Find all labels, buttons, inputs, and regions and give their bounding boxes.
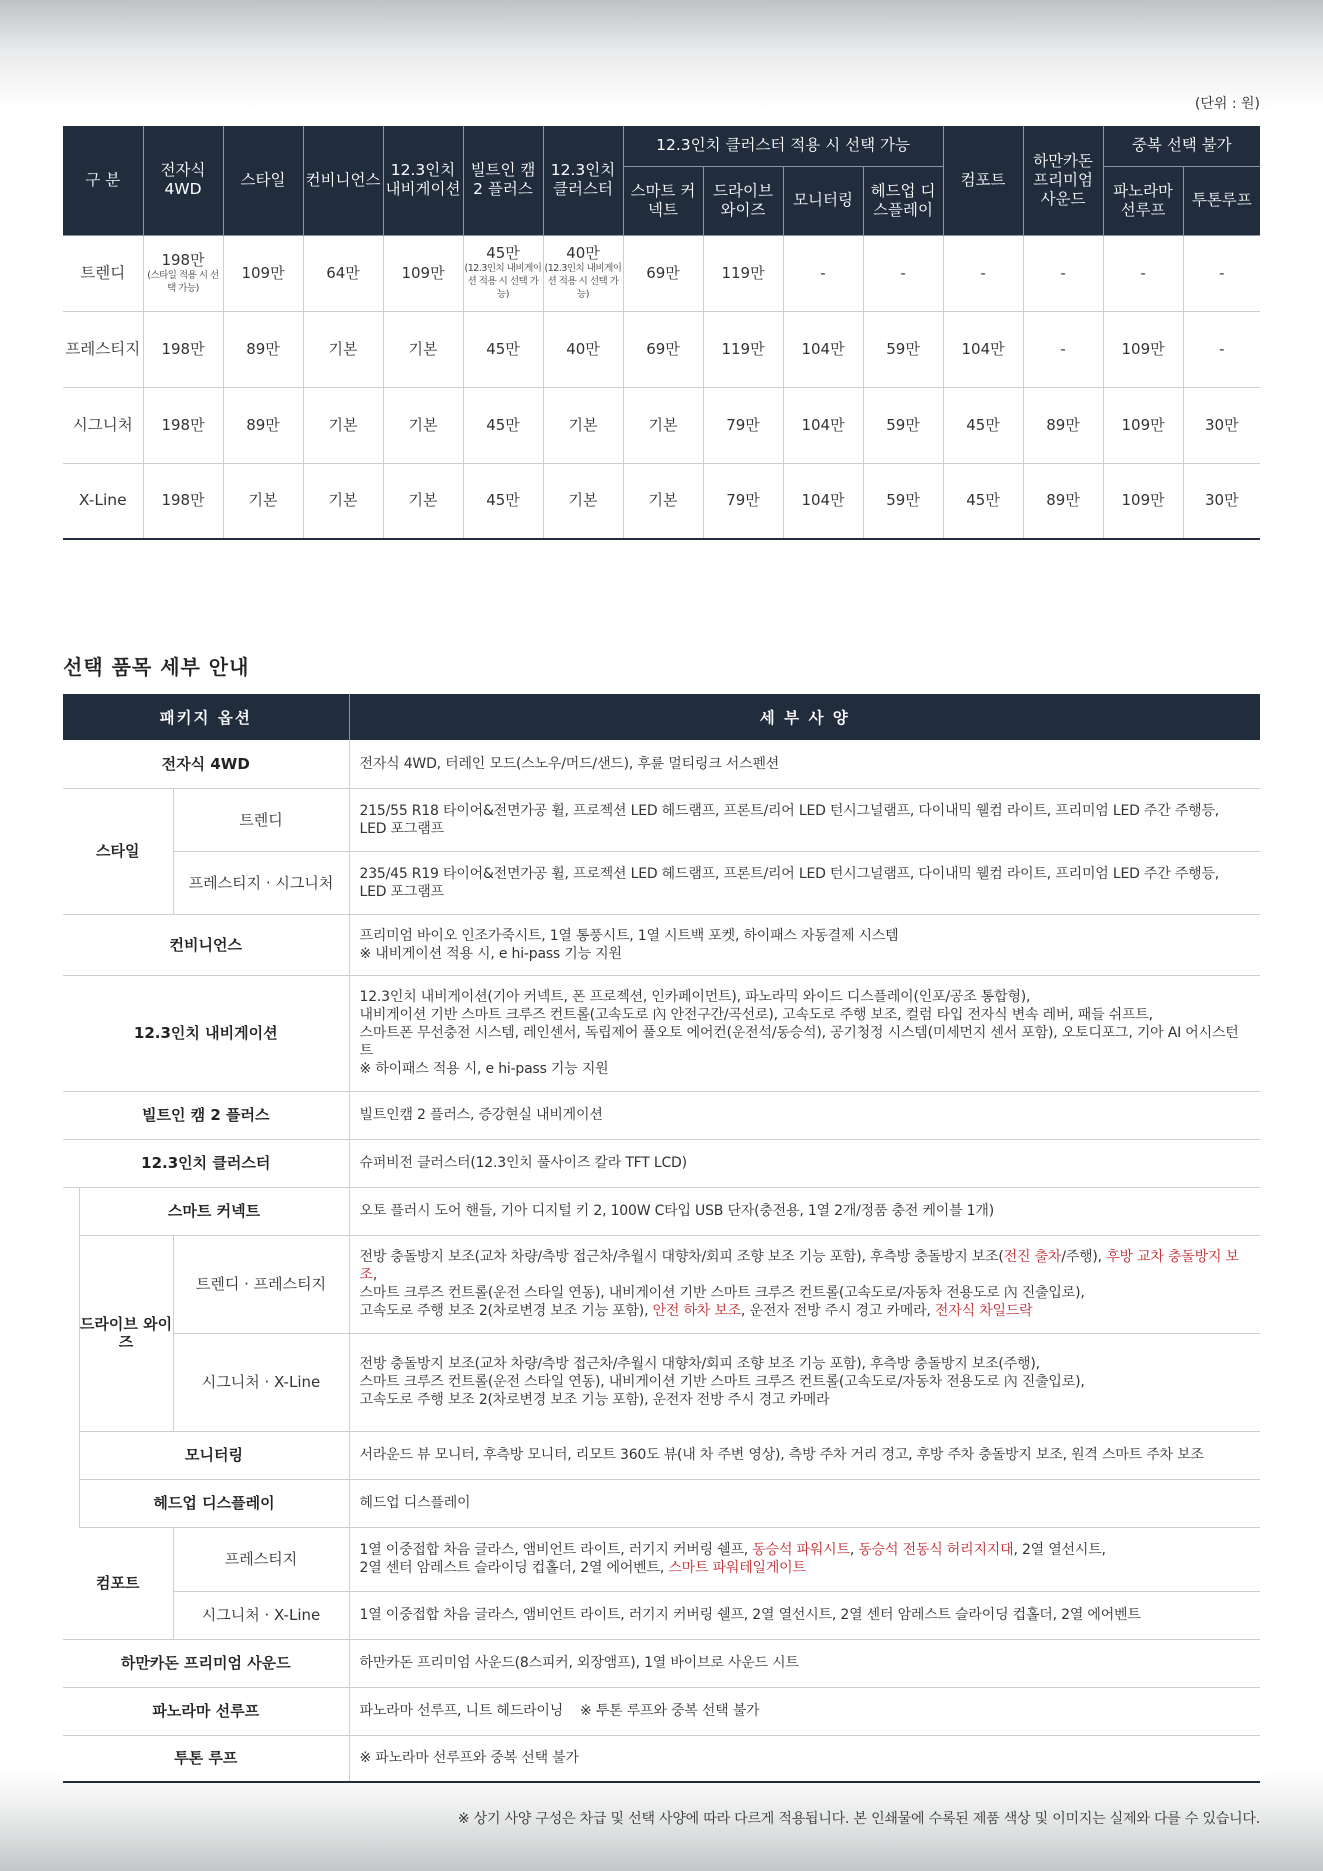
price-value: 기본 — [328, 339, 358, 358]
price-value: 59만 — [886, 415, 920, 434]
header-smart-connect: 스마트 커넥트 — [623, 166, 703, 235]
desc-line: 프리미엄 바이오 인조가죽시트, 1열 통풍시트, 1열 시트백 포켓, 하이패스 자동결제 시스템 — [359, 927, 899, 944]
row-desc-comfort-signature: 1열 이중접합 차음 글라스, 앰비언트 라이트, 러기지 커버링 쉘프, 2열 열선시트, 2열 센터 암레스트 슬라이딩 컵홀더, 2열 에어벤트 — [349, 1591, 1260, 1639]
desc-line: 스마트 크루즈 컨트롤(운전 스타일 연동), 내비게이션 기반 스마트 크루즈 컨트롤(고속도로/자동차 전용도로 內 진출입로), — [359, 1374, 1085, 1390]
price-value: 119만 — [721, 263, 765, 282]
row-sublabel-style-trendy: 트렌디 — [173, 788, 349, 851]
row-sublabel-drive-wise-signature: 시그니처 · X-Line — [173, 1333, 349, 1431]
row-label-twotone: 투톤 루프 — [63, 1735, 349, 1782]
price-cell-harman — [1023, 463, 1103, 539]
row-desc-style-trendy — [349, 788, 1260, 851]
price-cell-convenience — [303, 311, 383, 387]
price-cell-twotone — [1183, 387, 1260, 463]
desc-line: 스마트 크루즈 컨트롤(운전 스타일 연동), 내비게이션 기반 스마트 크루즈 컨트롤(고속도로/자동차 전용도로 內 진출입로), — [359, 1285, 1085, 1301]
price-cell-hud — [863, 235, 943, 311]
price-cell-panorama — [1103, 311, 1183, 387]
row-label-drive-wise: 드라이브 와이즈 — [79, 1235, 173, 1431]
row-label-style: 스타일 — [63, 788, 173, 914]
price-value: 104만 — [801, 491, 845, 510]
price-value: 79만 — [726, 491, 760, 510]
row-sublabel-comfort-signature: 시그니처 · X-Line — [173, 1591, 349, 1639]
price-value: 30만 — [1205, 415, 1239, 434]
price-value: 104만 — [961, 339, 1005, 358]
price-cell-cam — [463, 311, 543, 387]
price-cell-comfort — [943, 235, 1023, 311]
price-value: 45만 — [486, 339, 520, 358]
price-value: 109만 — [401, 263, 445, 282]
price-note: (12.3인치 내비게이션 적용 시 선택 가능) — [544, 263, 622, 300]
price-value: 69만 — [646, 339, 680, 358]
price-note: (12.3인치 내비게이션 적용 시 선택 가능) — [464, 263, 542, 300]
row-desc-comfort-prestige — [349, 1527, 1260, 1591]
price-trim-label: 프레스티지 — [63, 311, 143, 387]
header-exclusive-group: 중복 선택 불가 — [1103, 126, 1260, 166]
price-value: 198만 — [161, 250, 205, 269]
price-value: 30만 — [1205, 491, 1239, 510]
price-value: 69만 — [646, 263, 680, 282]
row-label-awd: 전자식 4WD — [63, 740, 349, 788]
price-cell-cam — [463, 235, 543, 311]
price-value: 109만 — [241, 263, 285, 282]
price-cell-cam — [463, 387, 543, 463]
desc-line: 2열 센터 암레스트 슬라이딩 컵홀더, 2열 에어벤트, 스마트 파워테일게이트 — [359, 1560, 806, 1576]
header-cam: 빌트인 캠 2 플러스 — [463, 126, 543, 235]
price-value: 기본 — [408, 491, 438, 510]
price-cell-awd — [143, 387, 223, 463]
desc-line: ※ 하이패스 적용 시, e hi-pass 기능 지원 — [359, 1061, 609, 1077]
price-cell-monitoring — [783, 235, 863, 311]
price-value: 기본 — [568, 491, 598, 510]
price-value: 45만 — [966, 491, 1000, 510]
row-desc-cluster: 슈퍼비전 클러스터(12.3인치 풀사이즈 칼라 TFT LCD) — [349, 1139, 1260, 1187]
price-cell-smart-connect — [623, 235, 703, 311]
desc-line: 고속도로 주행 보조 2(차로변경 보조 기능 포함), 운전자 전방 주시 경고 카메라 — [359, 1392, 830, 1408]
price-value: 109만 — [1121, 415, 1165, 434]
price-cell-hud — [863, 311, 943, 387]
price-value: 기본 — [248, 491, 278, 510]
price-value: 45만 — [486, 491, 520, 510]
price-cell-cam — [463, 463, 543, 539]
price-cell-awd — [143, 235, 223, 311]
price-row — [63, 235, 1260, 311]
price-value: - — [1060, 339, 1066, 358]
price-value: - — [1219, 339, 1225, 358]
desc-line: 215/55 R18 타이어&전면가공 휠, 프로젝션 LED 헤드램프, 프론트/리어 LED 턴시그널램프, 다이내믹 웰컴 라이트, 프리미엄 LED 주간 주행등, — [359, 802, 1220, 819]
price-cell-monitoring — [783, 311, 863, 387]
price-trim-label: 시그니처 — [63, 387, 143, 463]
price-value: 45만 — [966, 415, 1000, 434]
header-cluster: 12.3인치 클러스터 — [543, 126, 623, 235]
price-cell-comfort — [943, 387, 1023, 463]
price-cell-style — [223, 235, 303, 311]
price-value: 기본 — [568, 415, 598, 434]
price-row — [63, 463, 1260, 539]
cluster-indent-gap — [63, 1187, 79, 1527]
price-cell-awd — [143, 463, 223, 539]
price-value: 119만 — [721, 339, 765, 358]
row-desc-harman: 하만카돈 프리미엄 사운드(8스피커, 외장앰프), 1열 바이브로 사운드 시트 — [349, 1639, 1260, 1687]
section-title: 선택 품목 세부 안내 — [63, 655, 250, 679]
price-value: 45만 — [486, 244, 520, 262]
header-package-option: 패키지 옵션 — [63, 694, 349, 740]
price-cell-cluster — [543, 311, 623, 387]
price-cell-comfort — [943, 463, 1023, 539]
price-cell-panorama — [1103, 387, 1183, 463]
desc-line: 내비게이션 기반 스마트 크루즈 컨트롤(고속도로 內 안전구간/곡선로), 고속도로 주행 보조, 컬럼 타입 전자식 변속 레버, 패들 쉬프트, — [359, 1007, 1153, 1023]
price-cell-panorama — [1103, 235, 1183, 311]
price-cell-smart-connect — [623, 387, 703, 463]
row-desc-convenience — [349, 914, 1260, 975]
price-value: 기본 — [648, 415, 678, 434]
price-row — [63, 311, 1260, 387]
price-cell-awd — [143, 311, 223, 387]
price-cell-twotone — [1183, 235, 1260, 311]
price-value: 198만 — [161, 415, 205, 434]
row-desc-hud: 헤드업 디스플레이 — [349, 1479, 1260, 1527]
price-value: 104만 — [801, 415, 845, 434]
price-value: 89만 — [1046, 491, 1080, 510]
price-cell-style — [223, 311, 303, 387]
row-desc-monitoring: 서라운드 뷰 모니터, 후측방 모니터, 리모트 360도 뷰(내 차 주변 영상), 측방 주차 거리 경고, 후방 주차 충돌방지 보조, 원격 스마트 주차 보조 — [349, 1431, 1260, 1479]
desc-line: 전방 충돌방지 보조(교차 차량/측방 접근차/추월시 대향차/회피 조향 보조 기능 포함), 후측방 충돌방지 보조(주행), — [359, 1356, 1040, 1372]
row-label-smart-connect: 스마트 커넥트 — [79, 1187, 349, 1235]
price-cell-smart-connect — [623, 463, 703, 539]
price-value: 기본 — [328, 415, 358, 434]
row-desc-style-prestige — [349, 851, 1260, 914]
desc-line: LED 포그램프 — [359, 820, 444, 837]
row-desc-drive-wise-trendy — [349, 1235, 1260, 1333]
price-value: 40만 — [566, 244, 600, 262]
price-value: 기본 — [408, 339, 438, 358]
desc-line: 1열 이중접합 차음 글라스, 앰비언트 라이트, 러기지 커버링 쉘프, 동승석 파워시트, 동승석 전동식 허리지지대, 2열 열선시트, — [359, 1542, 1106, 1558]
price-value: 198만 — [161, 491, 205, 510]
price-value: 79만 — [726, 415, 760, 434]
price-cell-drive-wise — [703, 235, 783, 311]
price-cell-harman — [1023, 311, 1103, 387]
row-desc-awd: 전자식 4WD, 터레인 모드(스노우/머드/샌드), 후륜 멀티링크 서스펜션 — [349, 740, 1260, 788]
price-cell-drive-wise — [703, 387, 783, 463]
price-value: 59만 — [886, 491, 920, 510]
price-cell-nav — [383, 235, 463, 311]
header-comfort: 컴포트 — [943, 126, 1023, 235]
header-panorama: 파노라마 선루프 — [1103, 166, 1183, 235]
price-value: - — [980, 263, 986, 282]
desc-line: LED 포그램프 — [359, 883, 444, 900]
price-cell-smart-connect — [623, 311, 703, 387]
row-desc-nav — [349, 975, 1260, 1091]
desc-line: 235/45 R19 타이어&전면가공 휠, 프로젝션 LED 헤드램프, 프론트/리어 LED 턴시그널램프, 다이내믹 웰컴 라이트, 프리미엄 LED 주간 주행등, — [359, 865, 1220, 882]
row-label-nav: 12.3인치 내비게이션 — [63, 975, 349, 1091]
price-cell-nav — [383, 311, 463, 387]
price-value: 기본 — [648, 491, 678, 510]
row-label-harman: 하만카돈 프리미엄 사운드 — [63, 1639, 349, 1687]
price-cell-harman — [1023, 387, 1103, 463]
header-style: 스타일 — [223, 126, 303, 235]
price-value: 64만 — [326, 263, 360, 282]
price-value: 198만 — [161, 339, 205, 358]
price-cell-convenience — [303, 463, 383, 539]
price-cell-monitoring — [783, 463, 863, 539]
header-monitoring: 모니터링 — [783, 166, 863, 235]
row-desc-panorama: 파노라마 선루프, 니트 헤드라이닝 ※ 투톤 루프와 중복 선택 불가 — [349, 1687, 1260, 1735]
price-cell-drive-wise — [703, 311, 783, 387]
header-category: 구 분 — [63, 126, 143, 235]
row-label-hud: 헤드업 디스플레이 — [79, 1479, 349, 1527]
price-cell-style — [223, 463, 303, 539]
price-value: - — [900, 263, 906, 282]
price-cell-nav — [383, 387, 463, 463]
price-value: 109만 — [1121, 339, 1165, 358]
desc-line: 전방 충돌방지 보조(교차 차량/측방 접근차/추월시 대향차/회피 조향 보조 기능 포함), 후측방 충돌방지 보조(전진 출차/주행), 후방 교차 충돌방지 보조, — [359, 1249, 1239, 1283]
price-value: 45만 — [486, 415, 520, 434]
price-cell-hud — [863, 387, 943, 463]
header-awd: 전자식 4WD — [143, 126, 223, 235]
header-hud: 헤드업 디스플레이 — [863, 166, 943, 235]
price-value: - — [1219, 263, 1225, 282]
header-drive-wise: 드라이브 와이즈 — [703, 166, 783, 235]
header-harman: 하만카돈 프리미엄 사운드 — [1023, 126, 1103, 235]
row-desc-drive-wise-signature — [349, 1333, 1260, 1431]
desc-line: 스마트폰 무선충전 시스템, 레인센서, 독립제어 풀오토 에어컨(운전석/동승석), 공기청정 시스템(미세먼지 센서 포함), 오토디포그, 기아 AI 어시스턴트 — [359, 1025, 1239, 1059]
price-cell-nav — [383, 463, 463, 539]
price-trim-label: 트렌디 — [63, 235, 143, 311]
price-cell-convenience — [303, 387, 383, 463]
price-table — [63, 126, 1260, 540]
price-cell-panorama — [1103, 463, 1183, 539]
header-convenience: 컨비니언스 — [303, 126, 383, 235]
price-cell-hud — [863, 463, 943, 539]
price-note: (스타일 적용 시 선택 가능) — [147, 269, 219, 294]
price-value: - — [1060, 263, 1066, 282]
price-cell-cluster — [543, 387, 623, 463]
header-cluster-group: 12.3인치 클러스터 적용 시 선택 가능 — [623, 126, 943, 166]
price-cell-monitoring — [783, 387, 863, 463]
row-desc-smart-connect: 오토 플러시 도어 핸들, 기아 디지털 키 2, 100W C타입 USB 단자(충전용, 1열 2개/정품 충전 케이블 1개) — [349, 1187, 1260, 1235]
price-value: - — [1140, 263, 1146, 282]
price-cell-convenience — [303, 235, 383, 311]
row-label-monitoring: 모니터링 — [79, 1431, 349, 1479]
detail-table — [63, 694, 1260, 1783]
price-value: 104만 — [801, 339, 845, 358]
row-label-comfort: 컴포트 — [63, 1527, 173, 1639]
row-desc-cam: 빌트인캠 2 플러스, 증강현실 내비게이션 — [349, 1091, 1260, 1139]
row-label-cluster: 12.3인치 클러스터 — [63, 1139, 349, 1187]
price-value: 89만 — [246, 339, 280, 358]
price-cell-twotone — [1183, 311, 1260, 387]
header-nav: 12.3인치 내비게이션 — [383, 126, 463, 235]
row-sublabel-drive-wise-trendy: 트렌디 · 프레스티지 — [173, 1235, 349, 1333]
price-value: 기본 — [408, 415, 438, 434]
price-cell-twotone — [1183, 463, 1260, 539]
price-cell-harman — [1023, 235, 1103, 311]
unit-label: (단위 : 원) — [1194, 96, 1260, 112]
row-sublabel-comfort-prestige: 프레스티지 — [173, 1527, 349, 1591]
price-value: 기본 — [328, 491, 358, 510]
price-value: - — [820, 263, 826, 282]
desc-line: 고속도로 주행 보조 2(차로변경 보조 기능 포함), 안전 하차 보조, 운전자 전방 주시 경고 카메라, 전자식 차일드락 — [359, 1303, 1033, 1319]
row-sublabel-style-prestige: 프레스티지 · 시그니처 — [173, 851, 349, 914]
header-spec: 세 부 사 양 — [349, 694, 1260, 740]
desc-line: 12.3인치 내비게이션(기아 커넥트, 폰 프로젝션, 인카페이먼트), 파노라믹 와이드 디스플레이(인포/공조 통합형), — [359, 989, 1031, 1005]
row-desc-twotone: ※ 파노라마 선루프와 중복 선택 불가 — [349, 1735, 1260, 1782]
price-row — [63, 387, 1260, 463]
header-twotone: 투톤루프 — [1183, 166, 1260, 235]
desc-line: ※ 내비게이션 적용 시, e hi-pass 기능 지원 — [359, 945, 622, 962]
row-label-panorama: 파노라마 선루프 — [63, 1687, 349, 1735]
price-trim-label: X-Line — [63, 463, 143, 539]
price-value: 109만 — [1121, 491, 1165, 510]
row-label-cam: 빌트인 캠 2 플러스 — [63, 1091, 349, 1139]
price-cell-comfort — [943, 311, 1023, 387]
price-cell-cluster — [543, 463, 623, 539]
price-cell-drive-wise — [703, 463, 783, 539]
price-value: 40만 — [566, 339, 600, 358]
row-label-convenience: 컨비니언스 — [63, 914, 349, 975]
price-cell-style — [223, 387, 303, 463]
price-value: 89만 — [246, 415, 280, 434]
footnote: ※ 상기 사양 구성은 차급 및 선택 사양에 따라 다르게 적용됩니다. 본 인쇄물에 수록된 제품 색상 및 이미지는 실제와 다를 수 있습니다. — [457, 1811, 1260, 1827]
price-cell-cluster — [543, 235, 623, 311]
price-value: 89만 — [1046, 415, 1080, 434]
price-value: 59만 — [886, 339, 920, 358]
